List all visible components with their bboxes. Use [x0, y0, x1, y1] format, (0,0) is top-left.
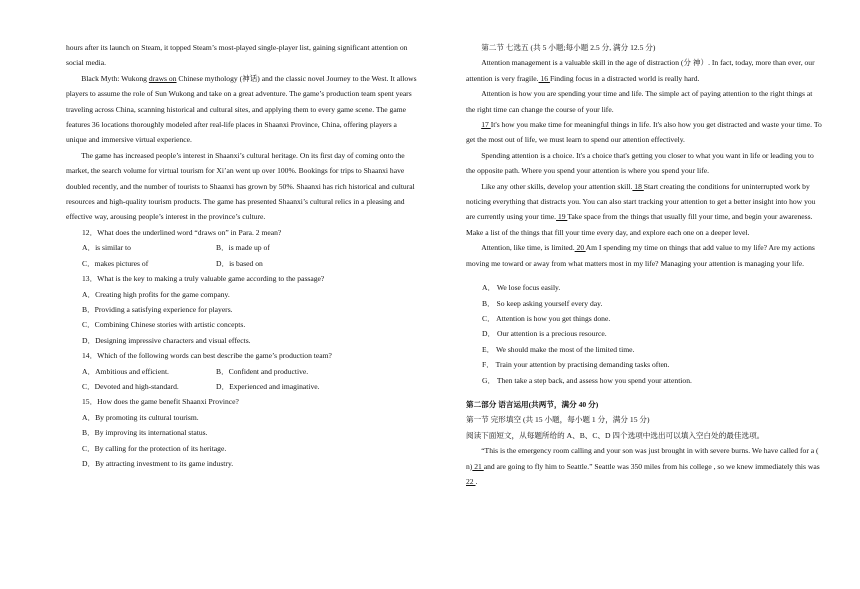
option: B．By improving its international status.: [82, 428, 208, 438]
option: C．Combining Chinese stories with artistic concepts.: [82, 320, 246, 330]
option: F． Train your attention by practising demanding tasks often.: [482, 360, 670, 370]
option: A． We lose focus easily.: [482, 283, 561, 293]
instructions: 阅读下面短文，从每题所给的 A、B、C、D 四个选项中选出可以填入空白处的最佳选项。: [466, 430, 765, 440]
paragraph: Spending attention is a choice. It's a choice that's getting you closer to what you want in life or leading you to the opposite path. Where you spend your attention is where you spend your life.: [466, 150, 814, 176]
option: A．Creating high profits for the game company.: [82, 289, 230, 299]
option: D．Experienced and imaginative.: [216, 381, 320, 391]
paragraph: Attention is how you are spending your time and life. The simple act of paying attention to the right things at the right time can change the course of your life.: [466, 89, 813, 114]
option: G． Then take a step back, and assess how you spend your attention.: [482, 375, 692, 385]
left-column: [66, 40, 418, 471]
spacer: [466, 271, 822, 280]
options-row: [66, 240, 418, 255]
right-column: [466, 40, 822, 489]
question-12: 12．What does the underlined word “draws on” in Para. 2 mean?: [82, 227, 282, 237]
option: C．makes pictures of: [82, 258, 149, 268]
paragraph: hours after its launch on Steam, it topped Steam’s most-played single-player list, gaining significant attention on social media.: [66, 43, 408, 68]
option: D．is based on: [216, 258, 263, 268]
text-run: Like any other skills, develop your attention skill.: [481, 181, 633, 191]
part-title: 第二部分 语言运用(共两节，满分 40 分): [466, 399, 599, 409]
paragraph: [466, 240, 822, 271]
option: B．Confident and productive.: [216, 366, 309, 376]
question-15: 15．How does the game benefit Shaanxi Province?: [82, 397, 239, 407]
option: C．By calling for the protection of its heritage.: [82, 443, 227, 453]
option: A．is similar to: [82, 243, 131, 253]
blank-19: 19: [556, 212, 568, 222]
underlined-phrase: draws on: [148, 73, 177, 83]
option: B．is made up of: [216, 243, 270, 253]
text-run: Am I spending my time on things that add value to my life? Are my actions moving me toward or away from what matters most in my life? Managing your attention is managing your life.: [466, 243, 815, 268]
option: C． Attention is how you get things done.: [482, 313, 611, 323]
paragraph: [466, 117, 822, 148]
blank-16: 16: [538, 73, 550, 83]
options-row: [66, 364, 418, 379]
text-run: Attention, like time, is limited.: [481, 243, 575, 253]
paragraph: [466, 179, 822, 241]
text-run: Start creating the conditions for uninterrupted work by noticing everything that distracts you. You can also start tracking your attention to get a better insight into how you are currently using your time.: [466, 181, 816, 222]
text-run: Attention management is a valuable skill in the age of distraction (分 神）. In fact, today, more than ever, our attention is very fragile.: [466, 58, 815, 83]
blank-17: 17: [481, 120, 491, 130]
text-run: and are going to fly him to Seattle.” Seattle was 350 miles from his college , so we knew immediately this was: [483, 461, 820, 471]
options-row: [66, 379, 418, 394]
blank-21: 21: [472, 461, 484, 471]
option: D． Our attention is a precious resource.: [482, 329, 607, 339]
option: A．By promoting its cultural tourism.: [82, 412, 199, 422]
options-row: [66, 256, 418, 271]
option: E． We should make the most of the limited time.: [482, 344, 635, 354]
question-14: 14．Which of the following words can best describe the game’s production team?: [82, 351, 332, 361]
text-run: .: [475, 476, 478, 486]
section-subtitle: 第一节 完形填空 (共 15 小题，每小题 1 分，满分 15 分): [466, 415, 650, 425]
blank-20: 20: [574, 243, 586, 253]
section-title: 第二节 七选五 (共 5 小题;每小题 2.5 分, 满分 12.5 分): [481, 43, 656, 52]
option: B． So keep asking yourself every day.: [482, 298, 603, 308]
blank-18: 18: [632, 181, 644, 191]
paragraph: [66, 71, 418, 148]
option: C．Devoted and high-standard.: [82, 381, 179, 391]
option: D．Designing impressive characters and visual effects.: [82, 335, 251, 345]
option: A．Ambitious and efficient.: [82, 366, 169, 376]
text-run: Chinese mythology (神话) and the classic novel Journey to the West. It allows players to assume the role of Sun Wukong and take on a great adventure. The game’s production team spent years traveling across China, scanning historical and cultural sites, and applying them to every game scene. The game features 36 locations thoroughly modeled after real-life places in Shaanxi Province, China, offering players a unique and immersive virtual experience.: [66, 73, 417, 145]
paragraph: [466, 55, 822, 86]
paragraph: [466, 443, 822, 489]
text-run: “This is the emergency room calling and your son was just brought in with severe burns. We have called for a ( n): [466, 446, 819, 471]
paragraph: The game has increased people’s interest in Shaanxi’s cultural heritage. On its first day of coming onto the market, the search volume for virtual tourism for Xi’an went up over 100%. Bookings for trips to Shaanxi have doubled recently, and the number of tourists to Shaanxi has grown by 50%. Shaanxi has rich historical and cultural resources and high-quality tourism products. The game has presented Shaanxi’s cultural relics in a pleasing and effective way, arousing people’s interest in the province’s culture.: [66, 150, 415, 222]
blank-22: 22: [466, 476, 476, 486]
text-run: Finding focus in a distracted world is really hard.: [549, 73, 700, 83]
question-13: 13．What is the key to making a truly valuable game according to the passage?: [82, 274, 325, 284]
text-run: Black Myth: Wukong: [81, 73, 149, 83]
text-run: It's how you make time for meaningful things in life. It's also how you get distracted and waste your time. To get the most out of life, we must learn to spend our attention effectively.: [466, 120, 822, 145]
spacer: [466, 388, 822, 397]
text-run: Take space from the things that usually fill your time, and begin your awareness. Make a list of the things that fill your time every day, and explore each one on a deeper level.: [466, 212, 813, 237]
option: B．Providing a satisfying experience for players.: [82, 304, 233, 314]
option: D．By attracting investment to its game industry.: [82, 458, 234, 468]
